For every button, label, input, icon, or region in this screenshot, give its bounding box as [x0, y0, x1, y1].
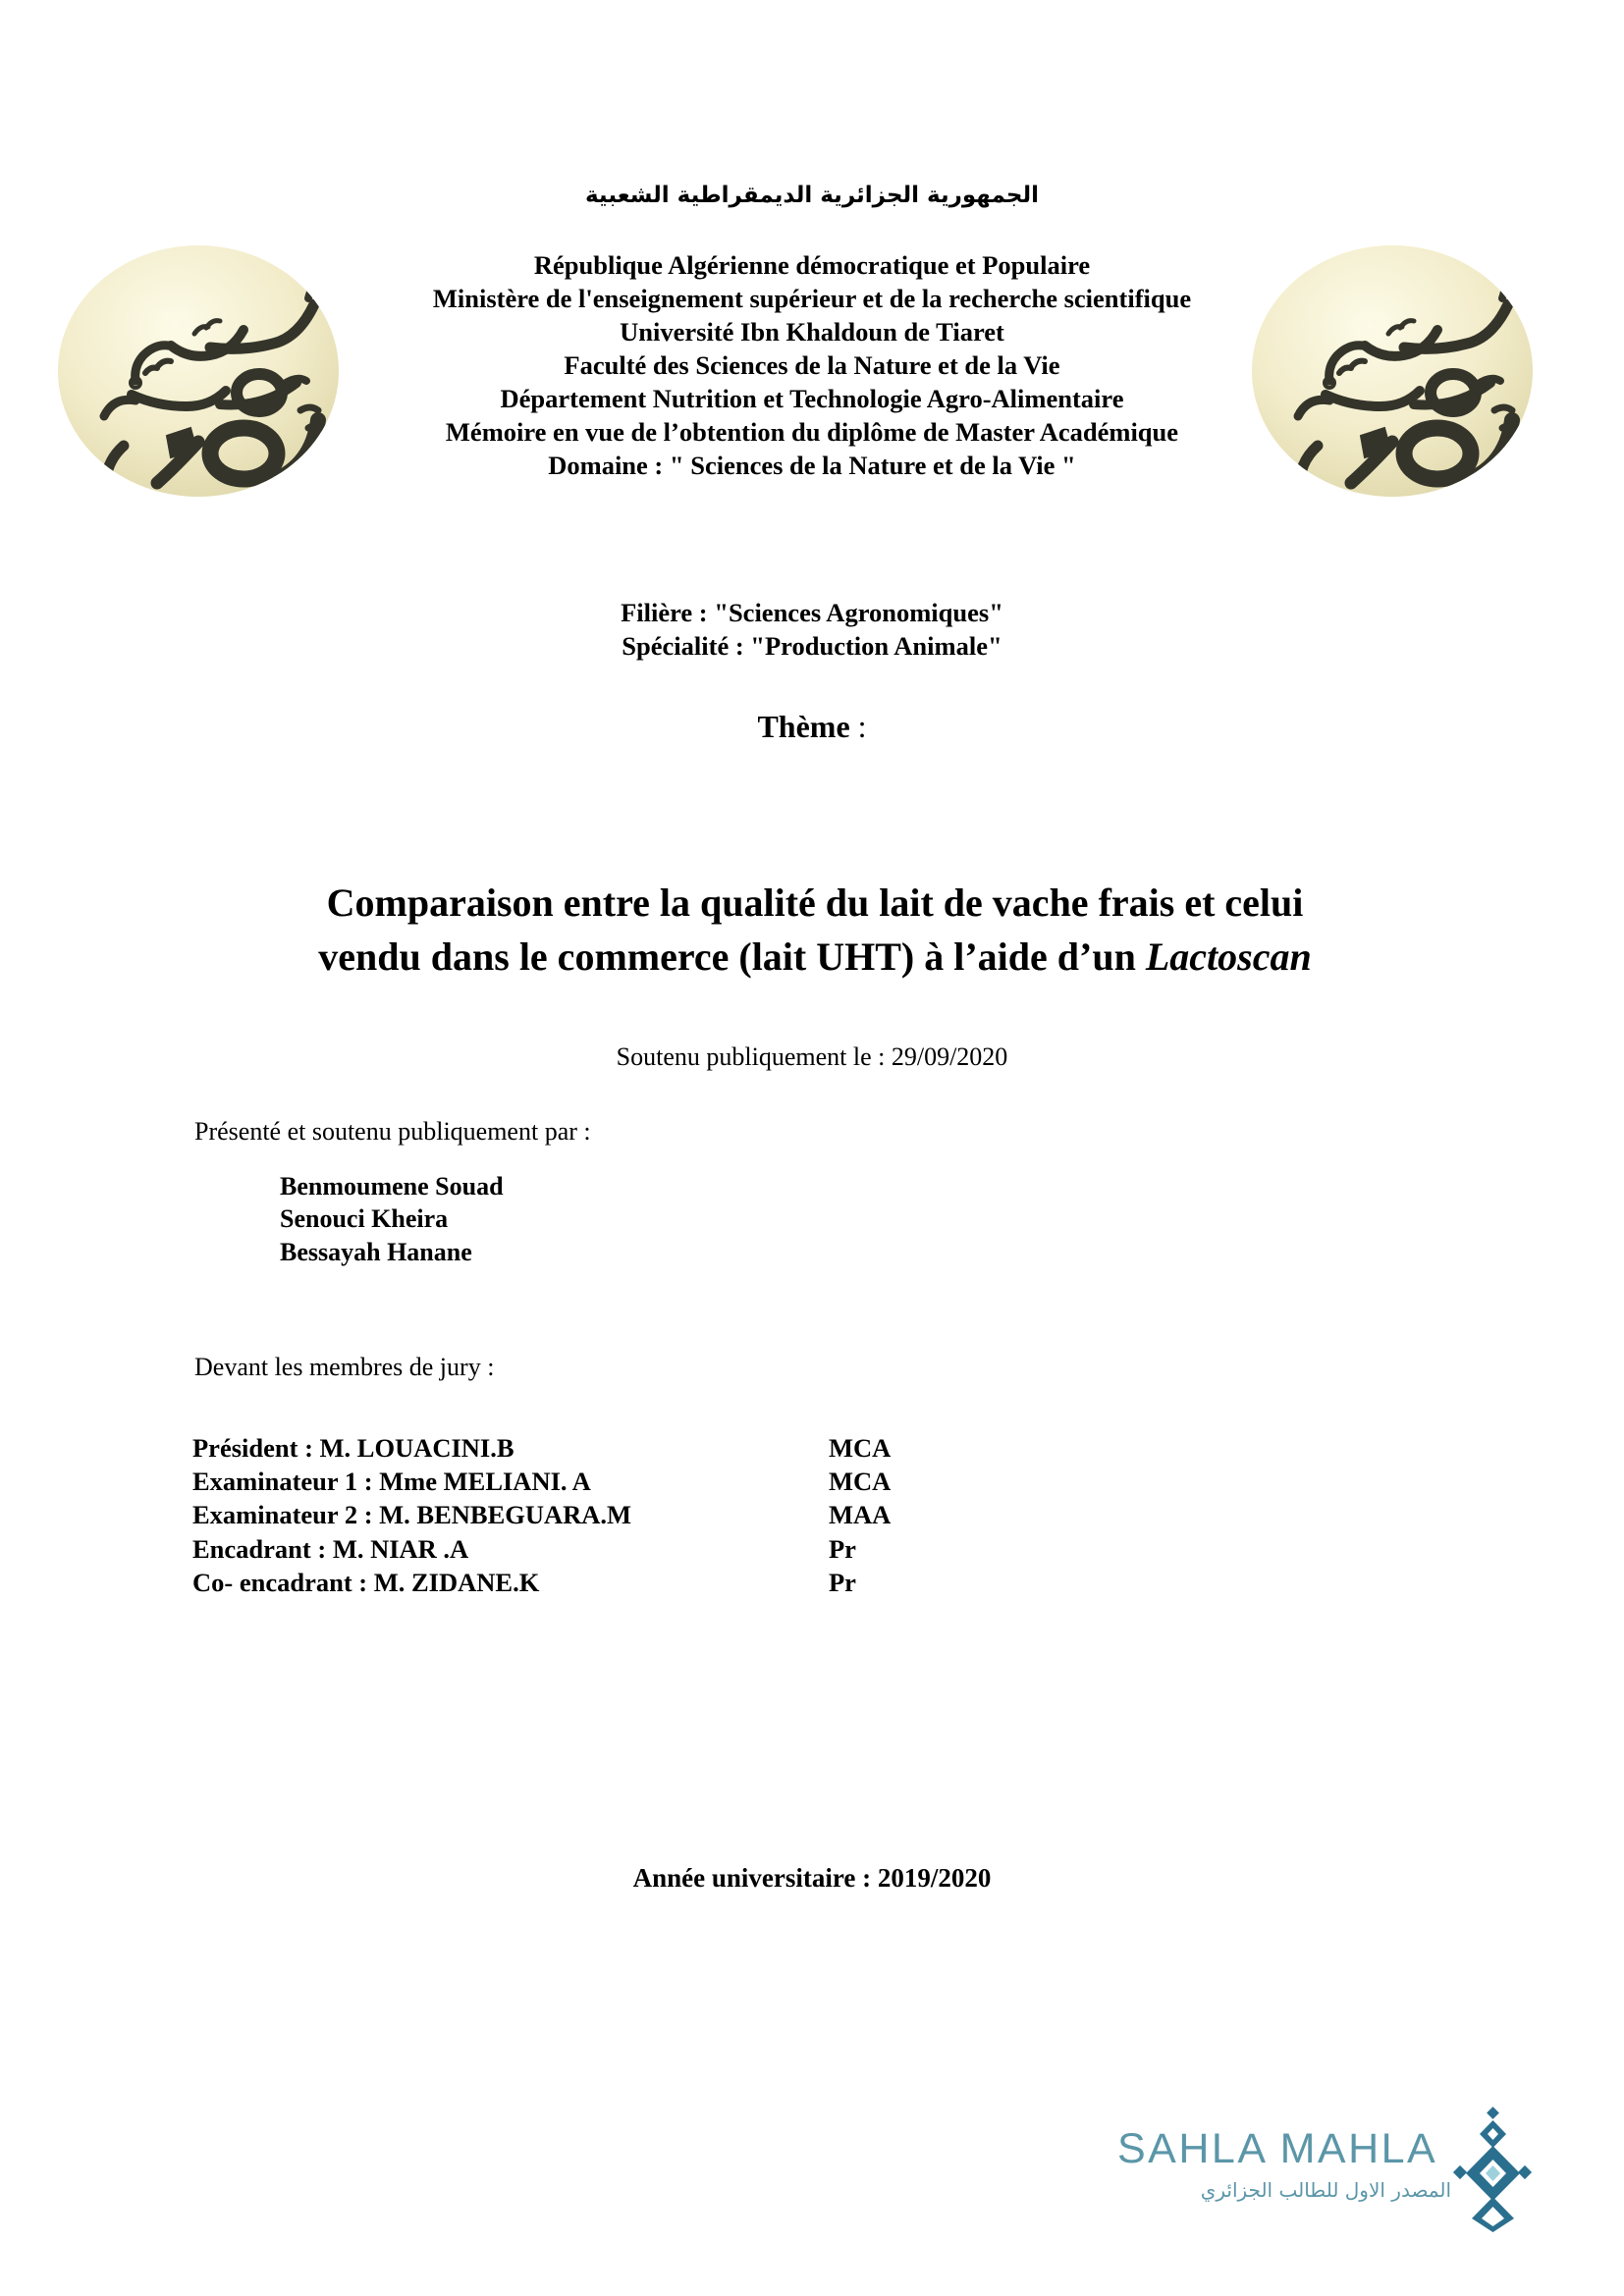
theme-colon: :: [849, 709, 867, 744]
thesis-title: [167, 876, 1463, 984]
academic-year: Année universitaire : 2019/2020: [632, 1863, 992, 1893]
author-name: Senouci Kheira: [280, 1204, 449, 1234]
university-emblem-left: [51, 236, 346, 501]
jury-row: [192, 1431, 966, 1465]
header-line-faculty: Faculté des Sciences de la Nature et de la Vie: [564, 349, 1060, 380]
header-line-university: Université Ibn Khaldoun de Tiaret: [620, 316, 1004, 347]
jury-grade: MCA: [829, 1467, 892, 1497]
jury-role: Co- encadrant : M. ZIDANE.K: [192, 1567, 540, 1597]
specialite-line: Spécialité : "Production Animale": [622, 630, 1002, 661]
filiere-line: Filière : "Sciences Agronomiques": [621, 598, 1003, 627]
header-line-memoire: Mémoire en vue de l’obtention du diplôme de Master Académique: [445, 416, 1179, 447]
arabic-republic-line: الجمهورية الجزائرية الديمقراطية الشعبية: [584, 183, 1040, 208]
thesis-title-line1: Comparaison entre la qualité du lait de vache frais et celui: [326, 881, 1304, 925]
jury-role: Président : M. LOUACINI.B: [192, 1433, 514, 1463]
defense-date: Soutenu publiquement le : 29/09/2020: [616, 1042, 1008, 1071]
jury-row: [192, 1465, 966, 1498]
institution-header: [341, 179, 1283, 482]
university-emblem-right: [1245, 236, 1540, 501]
program-block: [341, 597, 1283, 663]
jury-grade: Pr: [829, 1533, 856, 1564]
jury-role: Encadrant : M. NIAR .A: [192, 1533, 469, 1564]
sahla-mahla-tagline: المصدر الاول للطالب الجزائري: [1200, 2178, 1451, 2202]
thesis-title-line2-text: vendu dans le commerce (lait UHT) à l’aide d’un: [318, 934, 1146, 980]
jury-grade: MCA: [829, 1433, 892, 1463]
theme-word: Thème: [757, 709, 850, 744]
header-line-republic: République Algérienne démocratique et Populaire: [533, 249, 1091, 280]
header-line-ministry: Ministère de l'enseignement supérieur et de la recherche scientifique: [432, 283, 1192, 313]
header-line-domaine: Domaine : " Sciences de la Nature et de la Vie ": [548, 450, 1076, 480]
header-line-department: Département Nutrition et Technologie Agro-Alimentaire: [500, 383, 1124, 413]
jury-row: [192, 1566, 966, 1599]
sahla-mahla-watermark: [1117, 2125, 1530, 2256]
sahla-mahla-brand-text: SAHLA MAHLA: [1117, 2125, 1438, 2172]
thesis-title-line2: [167, 930, 1463, 984]
jury-role: Examinateur 2 : M. BENBEGUARA.M: [192, 1500, 632, 1530]
sahla-mahla-diamond-icon: [1447, 2107, 1538, 2234]
jury-intro-label: Devant les membres de jury :: [194, 1353, 495, 1381]
author-name: Bessayah Hanane: [280, 1237, 472, 1266]
authors-list: [280, 1170, 504, 1268]
jury-members-table: [192, 1431, 966, 1599]
theme-label-block: [341, 709, 1283, 745]
thesis-title-device-name: Lactoscan: [1145, 934, 1312, 980]
jury-role: Examinateur 1 : Mme MELIANI. A: [192, 1467, 591, 1497]
jury-grade: Pr: [829, 1567, 856, 1597]
presented-by-label: Présenté et soutenu publiquement par :: [194, 1117, 591, 1146]
jury-row: [192, 1532, 966, 1566]
author-name: Benmoumene Souad: [280, 1172, 504, 1201]
jury-grade: MAA: [829, 1500, 892, 1530]
jury-row: [192, 1498, 966, 1531]
